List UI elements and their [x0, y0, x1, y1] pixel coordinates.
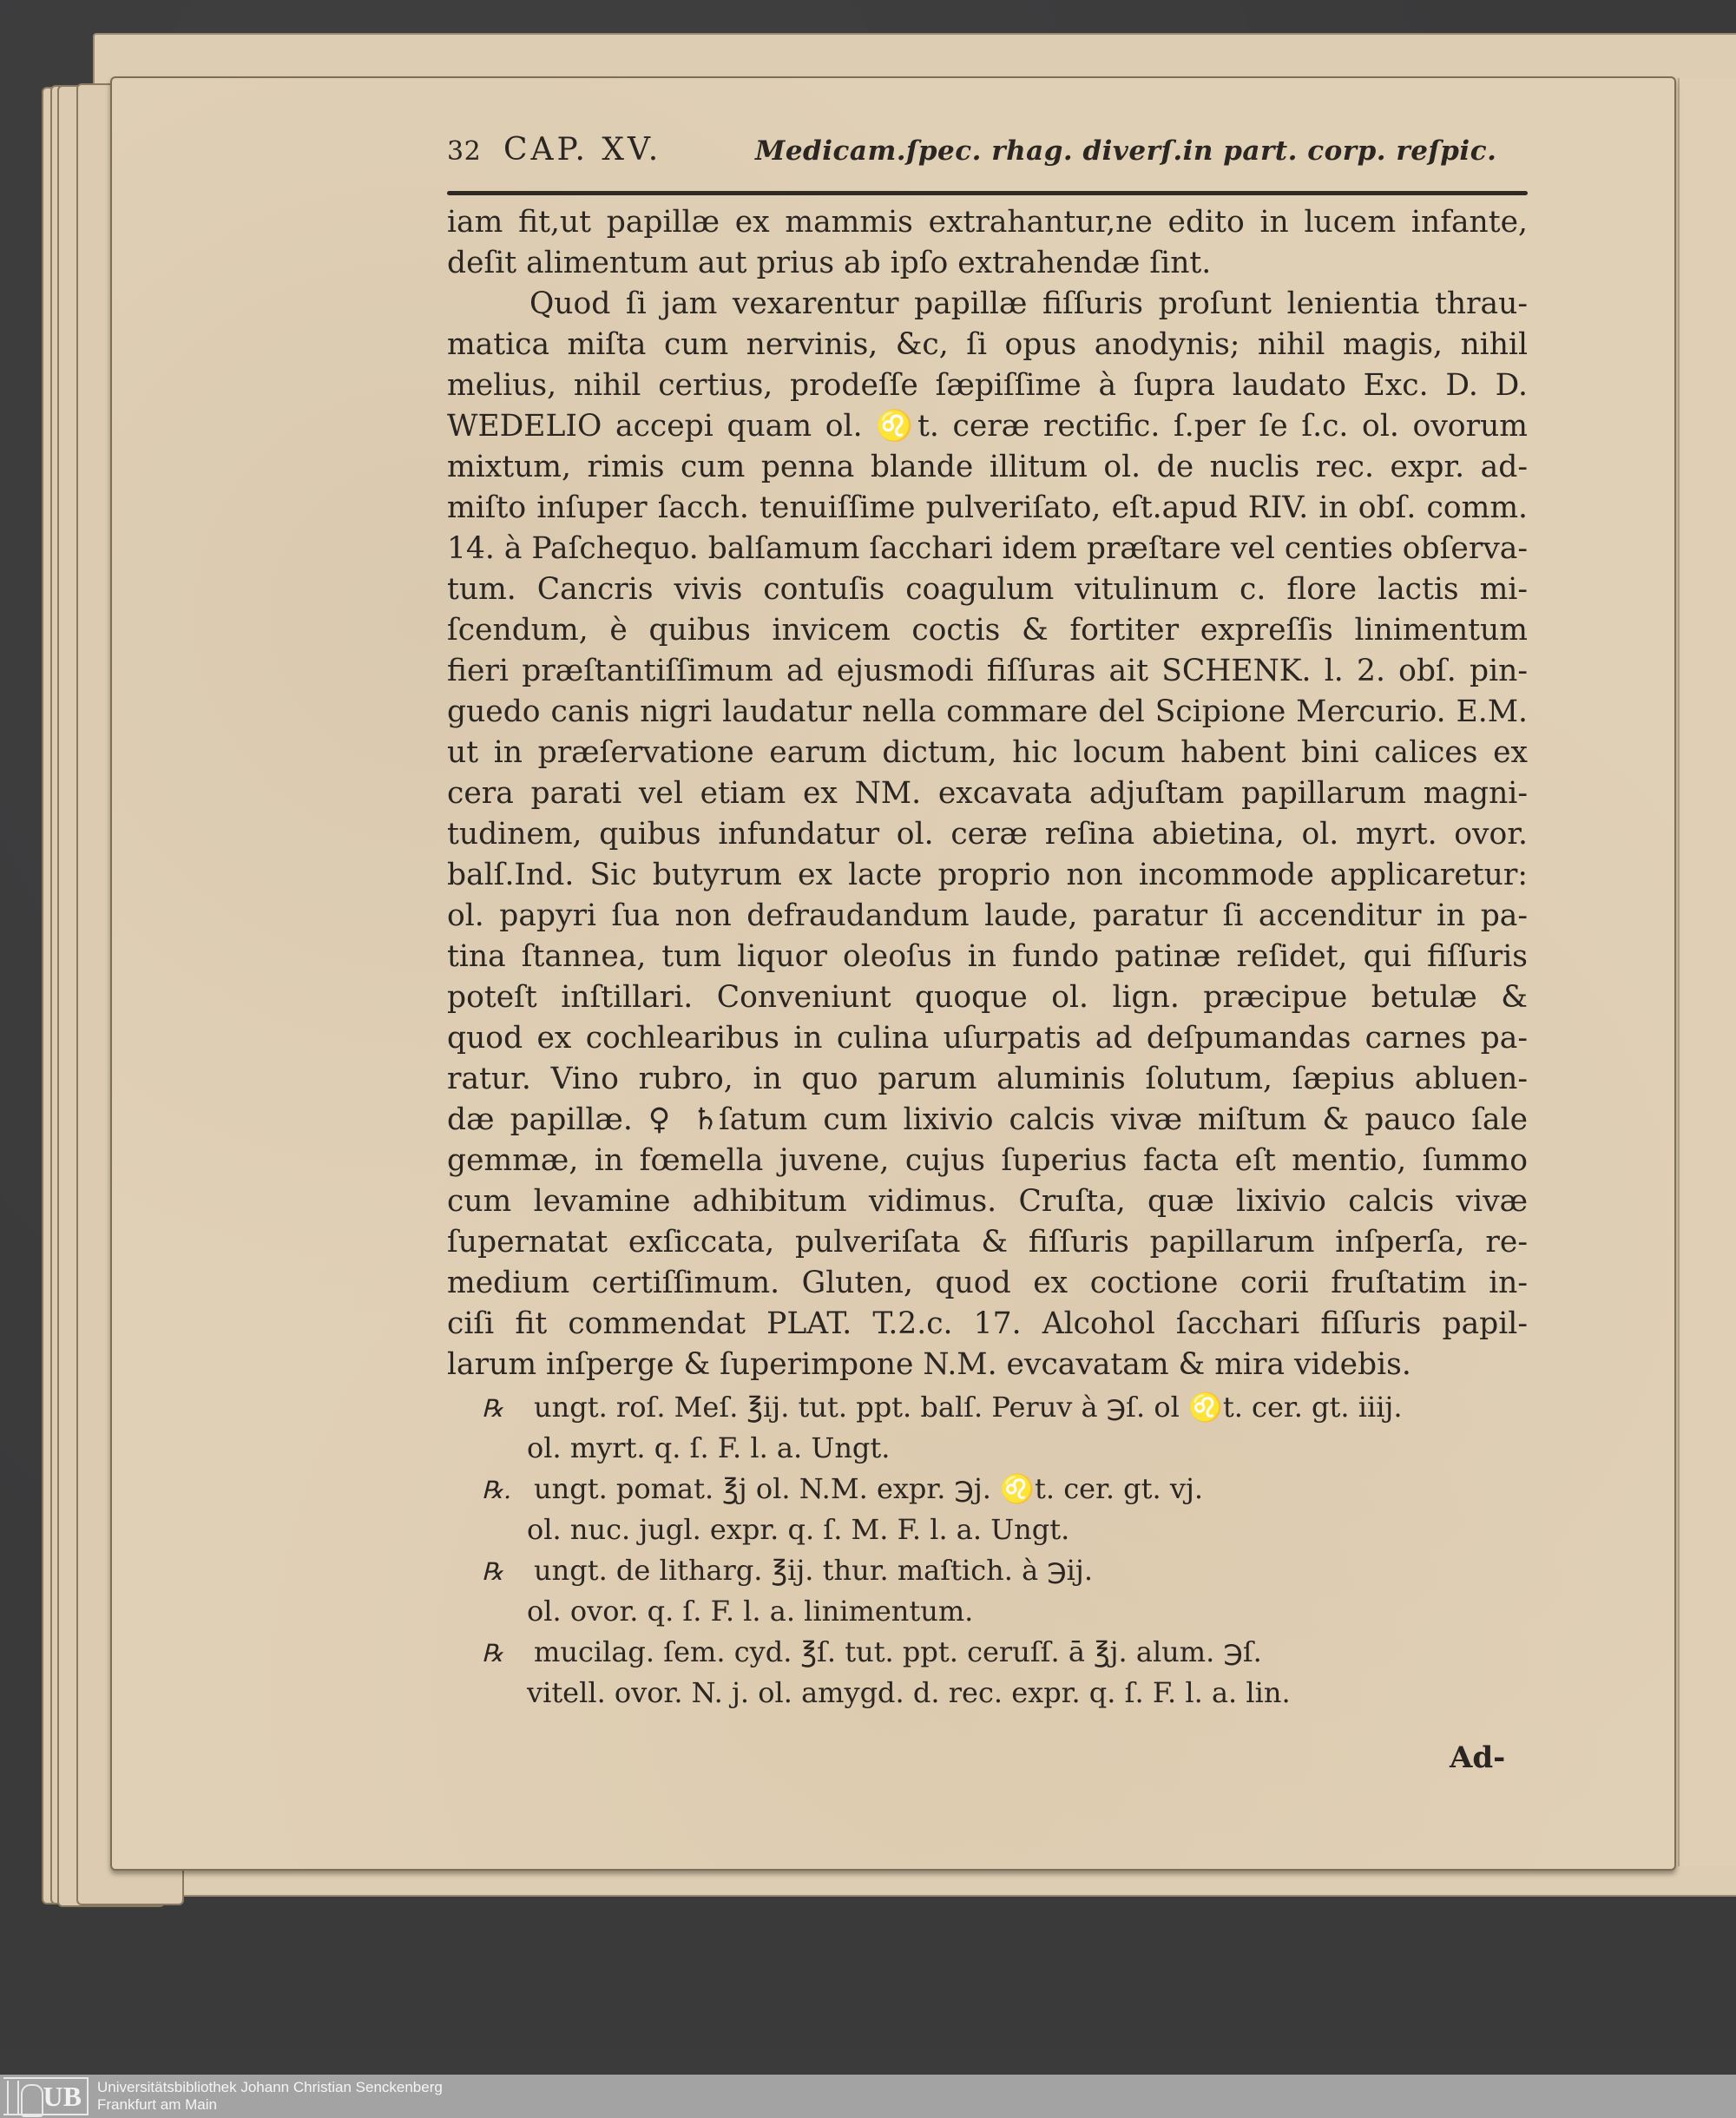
text-line: ciſi fit commendat PLAT. T.2.c. 17. Alcohol ſacchari fiſſuris papil-	[447, 1306, 1528, 1341]
recipe-line	[447, 1591, 1528, 1632]
text-line: ratur. Vino rubro, in quo parum aluminis ſolutum, ſæpius abluen-	[447, 1062, 1528, 1096]
recipe-list	[447, 1387, 1528, 1713]
recipe-symbol-icon: ℞	[482, 1557, 504, 1586]
recipe-symbol-icon: ℞.	[482, 1476, 512, 1504]
portrait-bust-icon	[21, 2084, 43, 2117]
library-logo	[3, 2077, 89, 2115]
page-number: 32	[447, 136, 482, 167]
text-line: dæ papillæ. ♀ ♄ſatum cum lixivio calcis vivæ miſtum & pauco ſale	[447, 1102, 1528, 1137]
text-line: poteſt inſtillari. Conveniunt quoque ol. lign. præcipue betulæ &	[447, 980, 1528, 1015]
recipe-line	[447, 1673, 1528, 1713]
facing-page-edge	[1678, 78, 1736, 1866]
library-name: Universitätsbibliothek Johann Christian Senckenberg	[97, 2079, 443, 2095]
text-line: miſto inſuper ſacch. tenuiſſime pulveriſato, eſt.apud RIV. in obſ. comm.	[447, 490, 1528, 525]
recipe-text: ungt. pomat. ℥j ol. N.M. expr. ℈j. ♌t. cer. gt. vj.	[534, 1472, 1204, 1505]
text-line: 14. à Paſchequo. balſamum ſacchari idem præſtare vel centies obſerva-	[447, 531, 1528, 566]
text-line: mixtum, rimis cum penna blande illitum ol. de nuclis rec. expr. ad-	[447, 450, 1528, 484]
library-logo-text: UB	[43, 2080, 82, 2112]
recipe-text: vitell. ovor. N. j. ol. amygd. d. rec. expr. q. ſ. F. l. a. lin.	[527, 1676, 1291, 1709]
recipe-line	[447, 1469, 1528, 1510]
chapter-label: CAP. XV.	[503, 132, 662, 168]
text-line: Quod ſi jam vexarentur papillæ fiſſuris proſunt lenientia thrau-	[529, 286, 1528, 321]
text-line: gemmæ, in fœmella juvene, cujus ſuperius facta eſt mentio, ſummo	[447, 1143, 1528, 1178]
recipe-text: ungt. de litharg. ℥ij. thur. maſtich. à ℈ij.	[534, 1554, 1093, 1587]
text-line: quod ex cochlearibus in culina uſurpatis ad deſpumandas carnes pa-	[447, 1021, 1528, 1056]
text-line: fieri præſtantiſſimum ad ejusmodi fiſſuras ait SCHENK. l. 2. obſ. pin-	[447, 654, 1528, 688]
text-line: ſcendum, è quibus invicem coctis & fortiter expreſſis linimentum	[447, 613, 1528, 648]
text-line: cera parati vel etiam ex NM. excavata adjuſtam papillarum magni-	[447, 776, 1528, 811]
recipe-text: ungt. roſ. Meſ. ℥ij. tut. ppt. balſ. Peruv à ℈ſ. ol ♌t. cer. gt. iiij.	[534, 1391, 1403, 1424]
library-footer	[0, 2075, 1736, 2118]
text-line: ol. papyri ſua non defraudandum laude, paratur ſi accenditur in pa-	[447, 898, 1528, 933]
text-line: cum levamine adhibitum vidimus. Cruſta, quæ lixivio calcis vivæ	[447, 1184, 1528, 1219]
text-line: matica miſta cum nervinis, &c, ſi opus anodynis; nihil magis, nihil	[447, 327, 1528, 362]
text-line: balſ.Ind. Sic butyrum ex lacte proprio non incommode applicaretur:	[447, 858, 1528, 892]
library-credit	[97, 2079, 443, 2114]
pillars-icon	[7, 2081, 19, 2115]
recipe-text: ol. ovor. q. ſ. F. l. a. linimentum.	[527, 1595, 974, 1628]
running-head	[447, 132, 1528, 187]
recipe-text: ol. myrt. q. ſ. F. l. a. Ungt.	[527, 1431, 891, 1464]
text-line: larum inſperge & ſuperimpone N.M. evcavatam & mira videbis.	[447, 1347, 1411, 1382]
recipe-text: ol. nuc. jugl. expr. q. ſ. M. F. l. a. Ungt.	[527, 1513, 1070, 1546]
text-line: melius, nihil certius, prodeſſe ſæpiſſime à ſupra laudato Exc. D. D.	[447, 368, 1528, 403]
text-line: deſit alimentum aut prius ab ipſo extrahendæ ſint.	[447, 246, 1212, 280]
catchword: Ad-	[1450, 1740, 1506, 1775]
recipe-line	[447, 1428, 1528, 1469]
text-line: WEDELIO accepi quam ol. ♌t. ceræ rectific. ſ.per ſe ſ.c. ol. ovorum	[447, 409, 1528, 444]
text-line: medium certiſſimum. Gluten, quod ex coctione corii fruſtatim in-	[447, 1266, 1528, 1300]
body-text	[447, 202, 1528, 1385]
recipe-line	[447, 1510, 1528, 1550]
recipe-line	[447, 1550, 1528, 1591]
recipe-symbol-icon: ℞	[482, 1394, 504, 1423]
text-line: ſupernatat exſiccata, pulveriſata & fiſſuris papillarum inſperſa, re-	[447, 1225, 1528, 1260]
page-text	[447, 132, 1528, 1713]
text-line: tina ſtannea, tum liquor oleoſus in fundo patinæ reſidet, qui fiſſuris	[447, 939, 1528, 974]
header-rule	[447, 191, 1528, 195]
text-line: guedo canis nigri laudatur nella commare del Scipione Mercurio. E.M.	[447, 694, 1528, 729]
text-line: ut in præſervatione earum dictum, hic locum habent bini calices ex	[447, 735, 1528, 770]
text-line: iam fit,ut papillæ ex mammis extrahantur,ne edito in lucem infante,	[447, 205, 1528, 240]
recipe-line	[447, 1632, 1528, 1673]
recipe-line	[447, 1387, 1528, 1428]
recipe-text: mucilag. ſem. cyd. ℥ſ. tut. ppt. ceruſſ. ā ℥j. alum. ℈ſ.	[534, 1635, 1262, 1668]
running-title: Medicam.ſpec. rhag. diverſ.in part. corp. reſpic.	[755, 135, 1497, 167]
text-line: tum. Cancris vivis contuſis coagulum vitulinum c. flore lactis mi-	[447, 572, 1528, 607]
library-city: Frankfurt am Main	[97, 2096, 217, 2113]
recipe-symbol-icon: ℞	[482, 1639, 504, 1667]
text-line: tudinem, quibus infundatur ol. ceræ reſina abietina, ol. myrt. ovor.	[447, 817, 1528, 852]
